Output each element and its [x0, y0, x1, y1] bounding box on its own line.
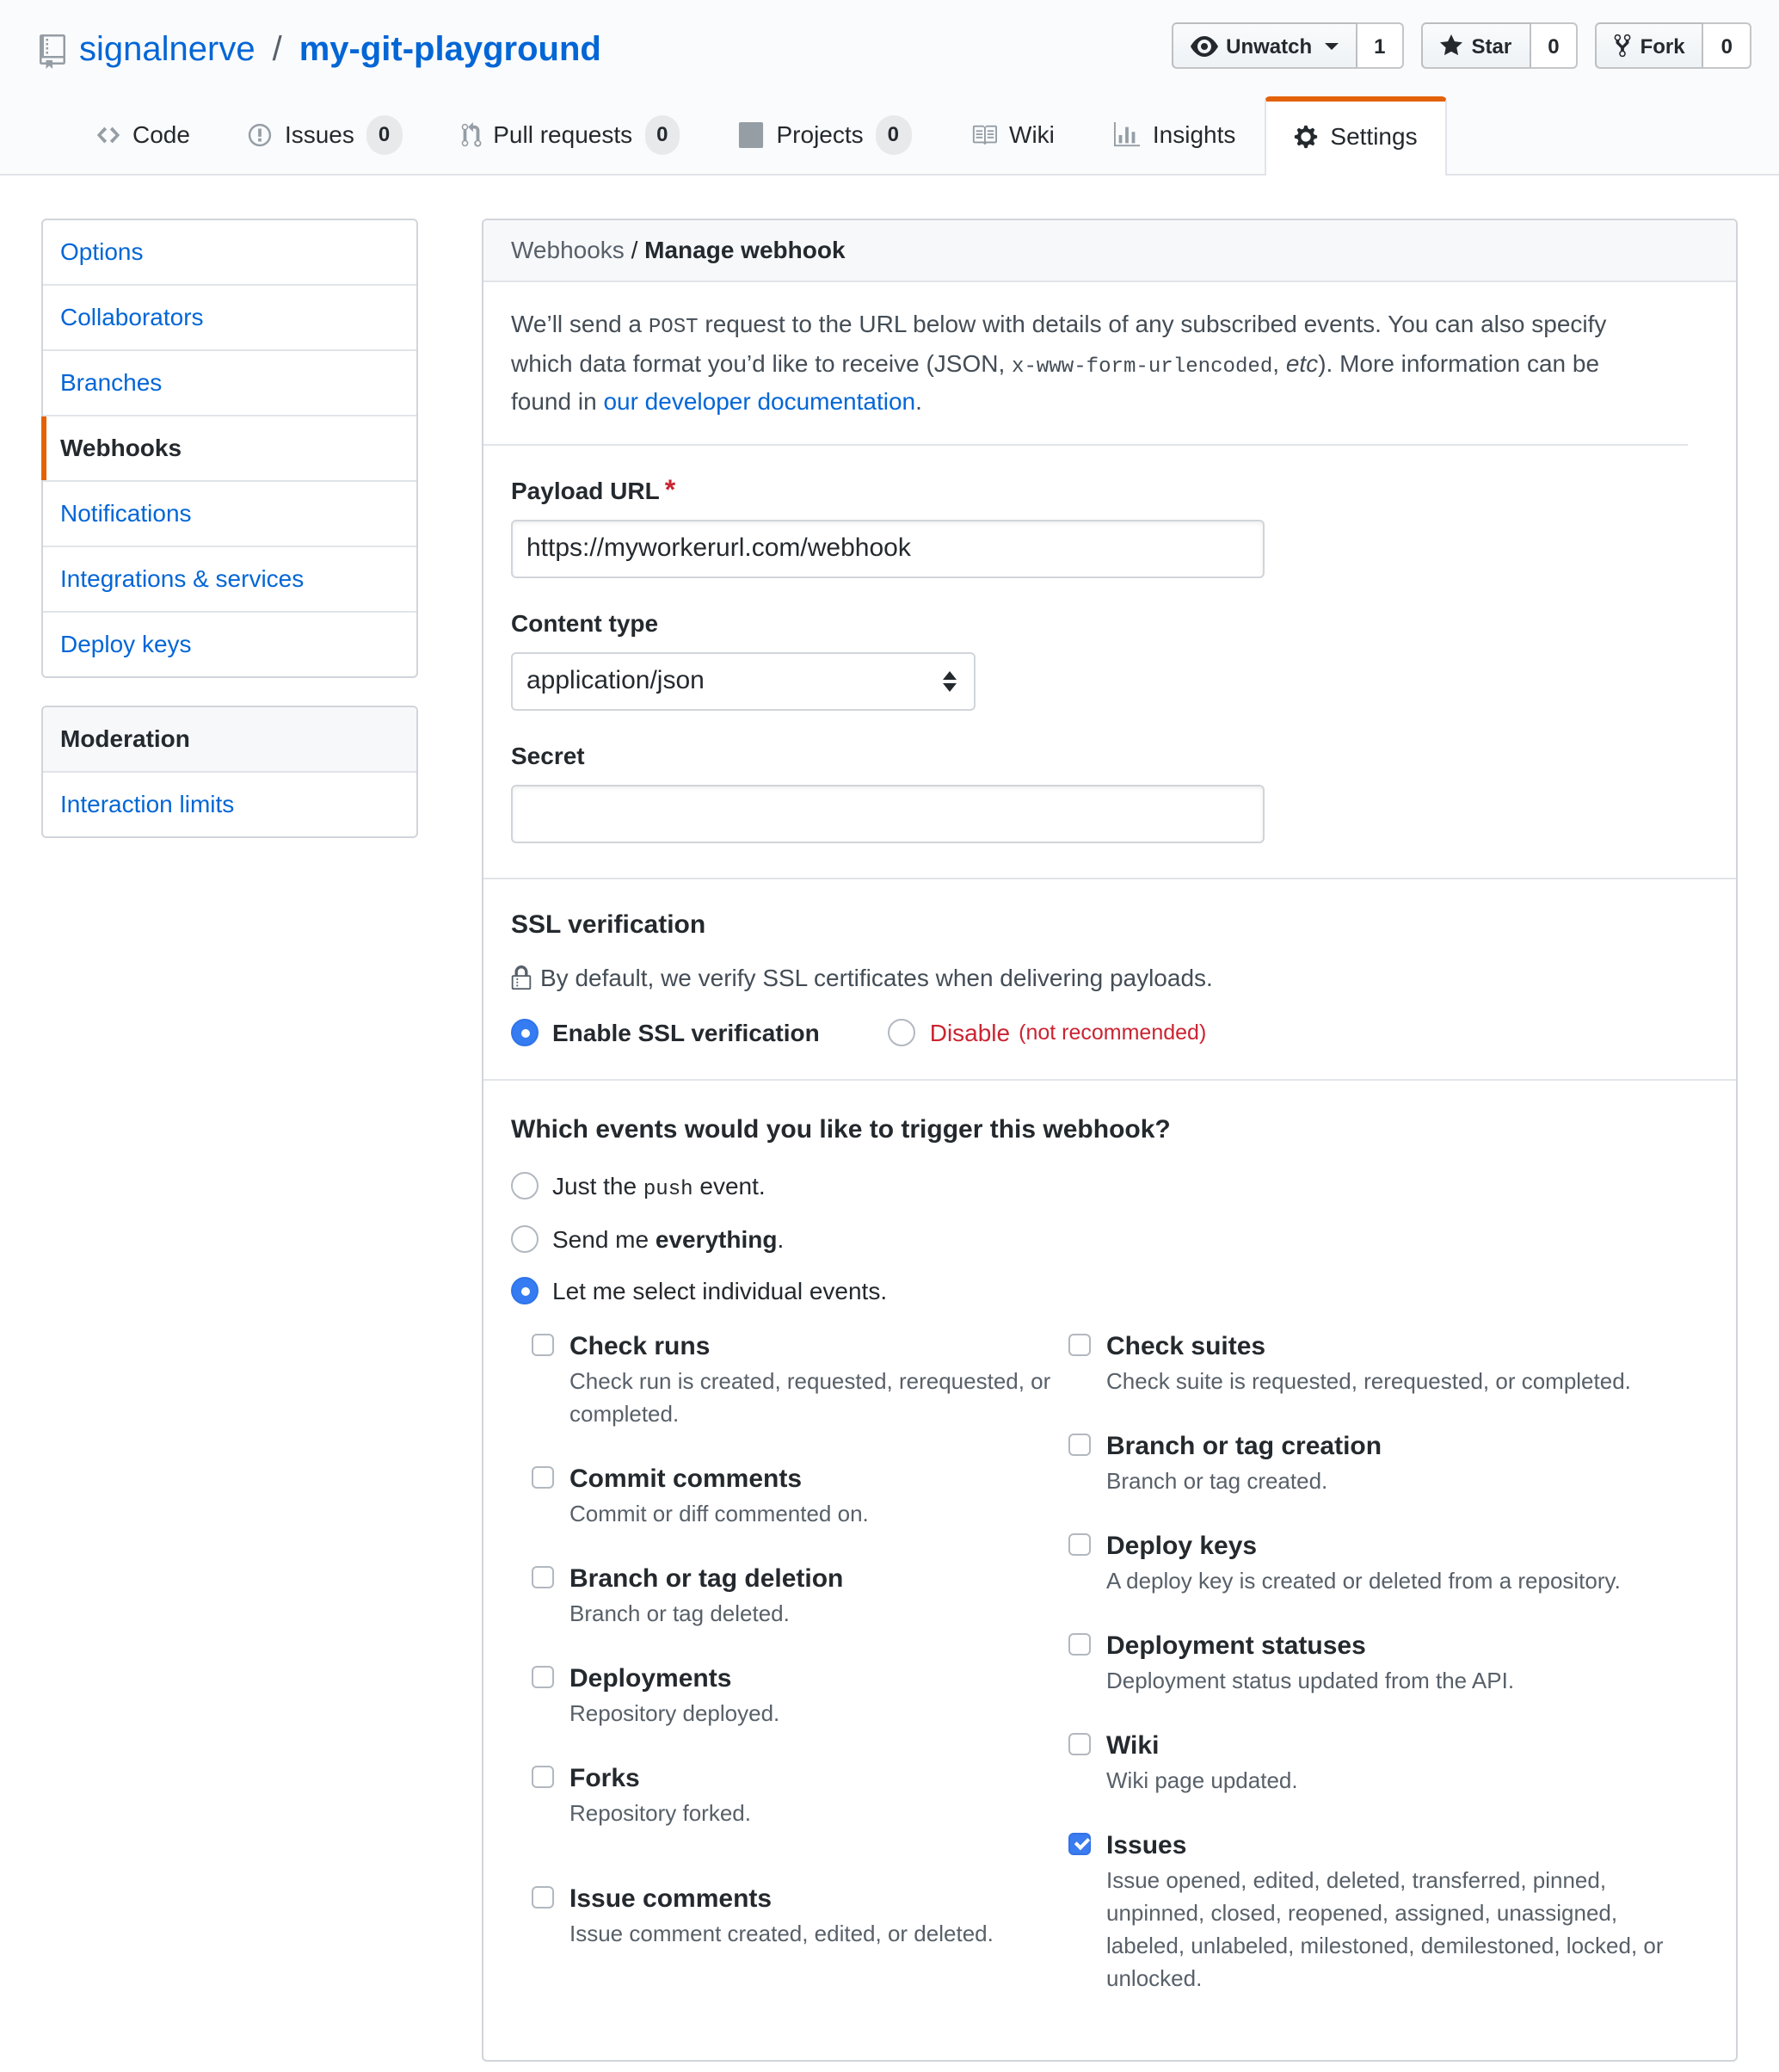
tab-settings[interactable]: Settings — [1265, 96, 1446, 176]
event-item-forks[interactable]: Forks Repository forked. — [532, 1760, 1068, 1828]
ssl-verification-section — [483, 879, 1736, 1080]
event-item-wiki[interactable]: Wiki Wiki page updated. — [1068, 1727, 1671, 1796]
event-item-deployment-statuses[interactable]: Deployment statuses Deployment status updated from the API. — [1068, 1627, 1671, 1696]
gear-icon — [1294, 124, 1318, 150]
breadcrumb-separator: / — [624, 236, 645, 263]
select-arrows-icon — [943, 670, 957, 691]
event-item-issues[interactable]: Issues Issue opened, edited, deleted, transferred, pinned, unpinned, closed, reopened, assigned, unassigned, labeled, unlabeled, milestoned, demilestoned, locked, or unlocked. — [1068, 1827, 1671, 1994]
graph-icon — [1113, 122, 1141, 148]
event-item-branch-tag-creation[interactable]: Branch or tag creation Branch or tag created. — [1068, 1428, 1671, 1496]
fork-button[interactable]: Fork — [1596, 22, 1704, 69]
pull-requests-counter: 0 — [644, 115, 680, 155]
developer-documentation-link[interactable]: our developer documentation — [603, 387, 916, 415]
required-asterisk: * — [664, 476, 676, 505]
radio-control[interactable] — [511, 1276, 539, 1304]
sidebar-item-integrations-services[interactable]: Integrations & services — [43, 546, 416, 611]
repo-actions — [1171, 22, 1751, 69]
webhook-form — [483, 445, 1736, 879]
push-code: push — [643, 1176, 693, 1200]
radio-control[interactable] — [511, 1018, 539, 1045]
fork-icon — [1615, 33, 1632, 59]
issue-opened-icon — [249, 122, 273, 148]
stars-count[interactable]: 0 — [1530, 22, 1578, 69]
sidebar-item-collaborators[interactable]: Collaborators — [43, 284, 416, 349]
enable-ssl-label: Enable SSL verification — [552, 1018, 820, 1045]
issues-counter: 0 — [366, 115, 402, 155]
chevron-down-icon — [1324, 42, 1338, 49]
star-icon — [1441, 33, 1463, 59]
sidebar-item-webhooks[interactable]: Webhooks — [43, 415, 416, 480]
event-item-issue-comments[interactable]: Issue comments Issue comment created, edited, or deleted. — [532, 1880, 1068, 1949]
event-item-branch-tag-deletion[interactable]: Branch or tag deletion Branch or tag deleted. — [532, 1560, 1068, 1629]
repo-name-link[interactable]: my-git-playground — [299, 31, 601, 69]
event-item-check-runs[interactable]: Check runs Check run is created, requested, rerequested, or completed. — [532, 1328, 1068, 1429]
sidebar-item-interaction-limits[interactable]: Interaction limits — [43, 771, 416, 836]
settings-menu — [41, 219, 418, 678]
sidebar-item-deploy-keys[interactable]: Deploy keys — [43, 611, 416, 676]
content-type-label: Content type — [511, 608, 659, 636]
project-icon — [739, 122, 765, 148]
projects-counter: 0 — [876, 115, 911, 155]
checkbox[interactable] — [532, 1665, 554, 1687]
checkbox[interactable] — [1068, 1632, 1091, 1655]
breadcrumb — [483, 220, 1736, 282]
checkbox[interactable] — [532, 1765, 554, 1787]
content-type-select[interactable] — [511, 651, 976, 710]
events-heading: Which events would you like to trigger this webhook? — [511, 1114, 1171, 1144]
eye-icon — [1190, 32, 1217, 59]
page-title: Manage webhook — [644, 236, 846, 263]
event-item-commit-comments[interactable]: Commit comments Commit or diff commented on. — [532, 1460, 1068, 1529]
secret-input[interactable] — [511, 784, 1265, 842]
star-button[interactable]: Star — [1422, 22, 1531, 69]
watchers-count[interactable]: 1 — [1357, 22, 1404, 69]
event-item-deploy-keys[interactable]: Deploy keys A deploy key is created or deleted from a repository. — [1068, 1527, 1671, 1596]
book-icon — [970, 122, 997, 148]
radio-control[interactable] — [511, 1172, 539, 1199]
moderation-header: Moderation — [43, 707, 416, 771]
tab-code[interactable]: Code — [67, 96, 219, 174]
checkbox[interactable] — [1068, 1532, 1091, 1555]
radio-control[interactable] — [511, 1224, 539, 1252]
tab-projects[interactable]: Projects 0 — [710, 96, 941, 174]
radio-control[interactable] — [889, 1018, 916, 1045]
enable-ssl-radio-option[interactable] — [511, 1018, 820, 1045]
ssl-heading: SSL verification — [511, 910, 706, 939]
secret-label: Secret — [511, 741, 585, 768]
content-type-value: application/json — [526, 666, 705, 695]
just-push-radio-option[interactable]: Just the push event. — [511, 1171, 1708, 1200]
payload-url-label: Payload URL — [511, 476, 660, 503]
event-item-check-suites[interactable]: Check suites Check suite is requested, rerequested, or completed. — [1068, 1328, 1671, 1397]
urlencoded-code: x-www-form-urlencoded — [1012, 354, 1273, 378]
lock-icon — [511, 965, 532, 990]
checkbox[interactable] — [532, 1333, 554, 1355]
git-pull-request-icon — [460, 122, 481, 148]
event-item-deployments[interactable]: Deployments Repository deployed. — [532, 1660, 1068, 1729]
moderation-menu — [41, 706, 418, 838]
checkbox[interactable] — [1068, 1732, 1091, 1754]
events-section — [483, 1080, 1736, 2025]
code-icon — [96, 122, 120, 148]
etc-text: etc — [1285, 348, 1319, 376]
tab-wiki[interactable]: Wiki — [940, 96, 1084, 174]
tab-pull-requests[interactable]: Pull requests 0 — [431, 96, 709, 174]
disable-ssl-radio-option[interactable] — [889, 1018, 1207, 1045]
tab-insights[interactable]: Insights — [1084, 96, 1265, 174]
checkbox[interactable] — [532, 1565, 554, 1588]
checkbox[interactable] — [1068, 1333, 1091, 1355]
repo-separator: / — [272, 31, 282, 69]
webhook-intro: We’ll send a POST request to the URL below with details of any subscribed events. You can also specify which data format you’d like to receive (JSON, x-www-form-urlencoded, etc). More information can be found in our developer documentation. — [483, 282, 1688, 445]
checkbox[interactable] — [1068, 1832, 1091, 1854]
disable-ssl-label: Disable — [929, 1018, 1011, 1045]
sidebar-item-branches[interactable]: Branches — [43, 349, 416, 415]
breadcrumb-webhooks-link[interactable]: Webhooks — [511, 236, 625, 263]
unwatch-button[interactable]: Unwatch — [1171, 22, 1357, 69]
sidebar-item-notifications[interactable]: Notifications — [43, 480, 416, 546]
checkbox[interactable] — [532, 1885, 554, 1908]
sidebar-item-options[interactable]: Options — [60, 237, 144, 265]
repo-icon — [40, 34, 65, 69]
payload-url-input[interactable] — [511, 519, 1265, 577]
repo-pagehead — [0, 0, 1779, 176]
select-individual-radio-option[interactable]: Let me select individual events. — [511, 1276, 1708, 1304]
post-code: POST — [648, 315, 699, 339]
repo-owner-link[interactable]: signalnerve — [79, 31, 255, 69]
manage-webhook-panel — [482, 219, 1738, 2061]
checkbox[interactable] — [1068, 1433, 1091, 1455]
repo-tabs — [67, 96, 1779, 174]
forks-count[interactable]: 0 — [1704, 22, 1751, 69]
ssl-note-text: By default, we verify SSL certificates when delivering payloads. — [540, 963, 1213, 990]
checkbox[interactable] — [532, 1465, 554, 1488]
settings-sidebar — [41, 219, 418, 866]
disable-ssl-note: (not recommended) — [1019, 1020, 1207, 1044]
send-everything-radio-option[interactable]: Send me everything. — [511, 1224, 1708, 1252]
event-checkbox-grid — [532, 1328, 1708, 2025]
tab-issues[interactable]: Issues 0 — [219, 96, 431, 174]
